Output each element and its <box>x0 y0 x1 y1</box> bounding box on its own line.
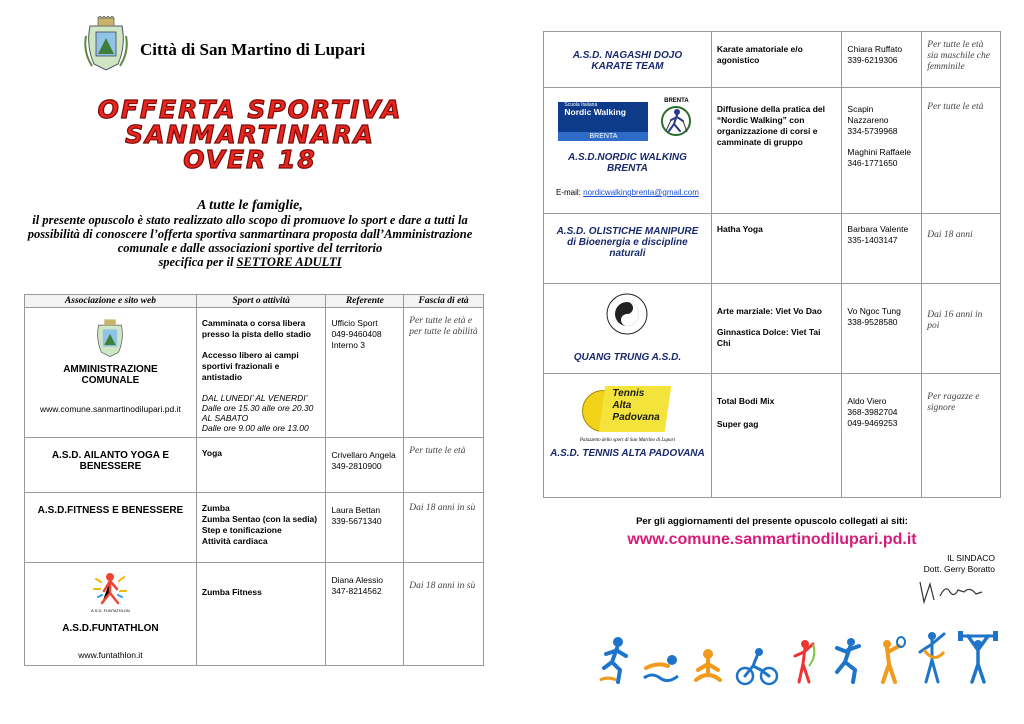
intro-line: comunale e dalle associazioni sportive del territorio <box>117 241 383 255</box>
brenta-walker-icon <box>656 104 696 136</box>
activity: Zumba <box>201 503 230 513</box>
referent: Scapin Nazzareno <box>847 104 889 125</box>
referent: Aldo Viero <box>847 396 887 406</box>
table-row <box>544 374 1001 498</box>
referent: Vo Ngoc Tung <box>847 306 901 316</box>
association-name-2: KARATE TEAM <box>591 61 664 72</box>
footer-note: Per gli aggiornamenti del presente opuscolo collegati ai siti: <box>636 516 908 527</box>
activity: Ginnastica Dolce: Viet Tai Chi <box>716 327 821 348</box>
association-name: A.S.D.NORDIC WALKING <box>567 152 687 163</box>
association-name-3: naturali <box>609 248 646 259</box>
quang-trung-logo-icon <box>605 292 649 338</box>
mayor-title: IL SINDACO <box>947 553 995 563</box>
nordic-logo-sub: BRENTA <box>558 132 648 141</box>
association-name-2: BRENTA <box>606 163 648 174</box>
association-name: A.S.D. NAGASHI DOJO <box>572 50 683 61</box>
table-row <box>25 563 484 666</box>
tennis-caption: Palazzetto dello sport di San Martino di Lupari <box>579 438 675 443</box>
referent: Diana Alessio <box>331 575 383 585</box>
referent-phone: 049-9469253 <box>847 418 898 428</box>
referent-phone: 368-3982704 <box>847 407 898 417</box>
table-row <box>544 284 1001 374</box>
referent-phone: 339-5671340 <box>331 516 382 526</box>
brenta-logo-text: BRENTA <box>664 98 689 104</box>
activity: Diffusione della pratica del “Nordic Walking” con organizzazione di corsi e camminate di gruppo <box>716 104 826 147</box>
activity: Hatha Yoga <box>716 224 763 234</box>
left-activities-table <box>24 294 484 666</box>
age-range: Per tutte le età <box>409 446 466 456</box>
age-range: Dai 16 anni in poi <box>927 310 983 331</box>
referent-phone: 335-1403147 <box>847 235 898 245</box>
runner-icon <box>598 636 632 686</box>
right-activities-table <box>543 31 1001 498</box>
schedule: DAL LUNEDI’ AL VENERDI’ <box>201 393 308 403</box>
mayor-name: Dott. Gerry Boratto <box>923 564 995 574</box>
association-name: A.S.D. TENNIS ALTA PADOVANA <box>550 448 705 459</box>
association-name: QUANG TRUNG A.S.D. <box>573 352 682 363</box>
activity: Super gag <box>716 419 759 429</box>
table-row <box>544 32 1001 88</box>
city-crest-icon <box>84 16 128 72</box>
activity: Camminata o corsa libera presso la pista dello stadio <box>201 318 311 339</box>
activity: Zumba Sentao (con la sedia) <box>201 514 318 524</box>
email-link[interactable]: nordicwalkingbrenta@gmail.com <box>583 188 699 197</box>
dancer-icon <box>916 630 948 686</box>
tennis-logo-line: Alta <box>612 400 632 411</box>
nordic-logo-main: Nordic Walking <box>564 107 626 117</box>
footer-website-link[interactable]: www.comune.sanmartinodilupari.pd.it <box>627 531 917 548</box>
association-name-2: di Bioenergia e discipline <box>567 237 688 248</box>
email-row: E-mail: nordicwalkingbrenta@gmail.com <box>556 188 699 197</box>
referent-phone: 347-8214562 <box>331 586 382 596</box>
activity: Zumba Fitness <box>201 587 262 597</box>
referent-phone: 339-6219306 <box>847 55 898 65</box>
age-range: Per tutte le età e per tutte le abilità <box>409 316 478 337</box>
age-range: Dai 18 anni in sù <box>409 581 476 591</box>
referent: Crivellaro Angela <box>331 450 396 460</box>
age-range: Dai 18 anni in sù <box>409 503 476 513</box>
col-header-age: Fascia di età <box>404 295 484 308</box>
referent: Barbara Valente <box>847 224 909 234</box>
activity: Step e tonificazione <box>201 525 282 535</box>
col-header-referent: Referente <box>326 295 404 308</box>
table-row <box>544 88 1001 214</box>
tennis-logo-icon <box>582 386 672 432</box>
activity: Yoga <box>201 448 223 458</box>
schedule: Dalle ore 9.00 alle ore 13.00 <box>201 423 309 433</box>
tennis-logo-line: Tennis <box>612 388 645 399</box>
referent-phone: 049-9460408 <box>331 329 382 339</box>
funtathlon-logo-icon <box>90 569 130 609</box>
tennis-player-icon <box>873 636 907 686</box>
funtathlon-logo-text: A.S.D. FUNTATHLON <box>90 608 130 613</box>
city-name: Città di San Martino di Lupari <box>140 40 366 59</box>
referent-phone: 346-1771650 <box>847 158 898 168</box>
nordic-walking-logo-icon <box>558 102 648 140</box>
activity: Attività cardiaca <box>201 536 268 546</box>
association-name: AMMINISTRAZIONE COMUNALE <box>63 364 158 386</box>
association-name: A.S.D. OLISTICHE MANIPURE <box>556 226 699 237</box>
table-row <box>544 214 1001 284</box>
nordic-logo-small: Scuola Italiana <box>564 102 598 108</box>
title-line-2: SANMARTINARA <box>125 120 375 149</box>
schedule: AL SABATO <box>201 413 249 423</box>
activity: Arte marziale: Viet Vo Dao <box>716 306 822 316</box>
intro-sector: SETTORE ADULTI <box>236 255 342 269</box>
weightlifter-icon <box>958 630 998 686</box>
table-row <box>25 438 484 493</box>
activity: Total Bodi Mix <box>716 396 775 406</box>
intro-line: possibilità di conoscere l’offerta sportiva sanmartinara proposta dall’Amministrazione <box>27 227 473 241</box>
referent: Maghini Raffaele <box>847 147 912 157</box>
table-row <box>25 308 484 438</box>
intro-heading: A tutte le famiglie, <box>197 198 303 213</box>
referent: Ufficio Sport <box>331 318 378 328</box>
col-header-association: Associazione e sito web <box>25 295 197 308</box>
city-crest-icon <box>94 318 126 360</box>
referent: Chiara Ruffato <box>847 44 903 54</box>
athlete-icon <box>829 636 863 686</box>
gymnast-icon <box>789 636 819 686</box>
table-row <box>25 493 484 563</box>
referent-phone: 334-5739968 <box>847 126 898 136</box>
meditation-icon <box>690 646 726 686</box>
schedule: Dalle ore 15.30 alle ore 20.30 <box>201 403 314 413</box>
age-range: Per tutte le età <box>927 102 984 112</box>
signature-block <box>850 553 995 575</box>
referent-phone: 338-9528580 <box>847 317 898 327</box>
association-name: A.S.D. AILANTO YOGA E BENESSERE <box>51 450 170 472</box>
tennis-logo-line: Padovana <box>612 412 660 423</box>
col-header-activity: Sport o attività <box>196 295 326 308</box>
age-range: Dai 18 anni <box>927 230 973 240</box>
activity: Accesso libero ai campi sportivi frazionali e antistadio <box>201 350 299 382</box>
sport-icons-row <box>598 626 998 686</box>
intro-line: specifica per il SETTORE ADULTI <box>158 255 342 269</box>
age-range: Per tutte le età sia maschile che femminile <box>927 40 990 72</box>
referent-extension: Interno 3 <box>331 340 366 350</box>
intro-block <box>20 199 480 269</box>
association-website[interactable]: www.funtathlon.it <box>78 650 143 660</box>
intro-line: il presente opuscolo è stato realizzato allo scopo di promuove lo sport e dare a tutti la <box>32 213 468 227</box>
association-name: A.S.D.FITNESS E BENESSERE <box>37 505 184 516</box>
swimmer-icon <box>642 646 680 686</box>
activity: Karate amatoriale e/o agonistico <box>716 44 803 65</box>
age-range: Per ragazze e signore <box>927 392 980 413</box>
signature-icon <box>912 578 992 606</box>
title-line-3: OVER 18 <box>183 145 317 174</box>
association-name: A.S.D.FUNTATHLON <box>62 623 159 634</box>
association-website[interactable]: www.comune.sanmartinodilupari.pd.it <box>40 404 181 414</box>
cyclist-icon <box>735 646 779 686</box>
title-line-1: OFFERTA SPORTIVA <box>97 95 403 124</box>
referent-phone: 349-2810900 <box>331 461 382 471</box>
referent: Laura Bettan <box>331 505 381 515</box>
